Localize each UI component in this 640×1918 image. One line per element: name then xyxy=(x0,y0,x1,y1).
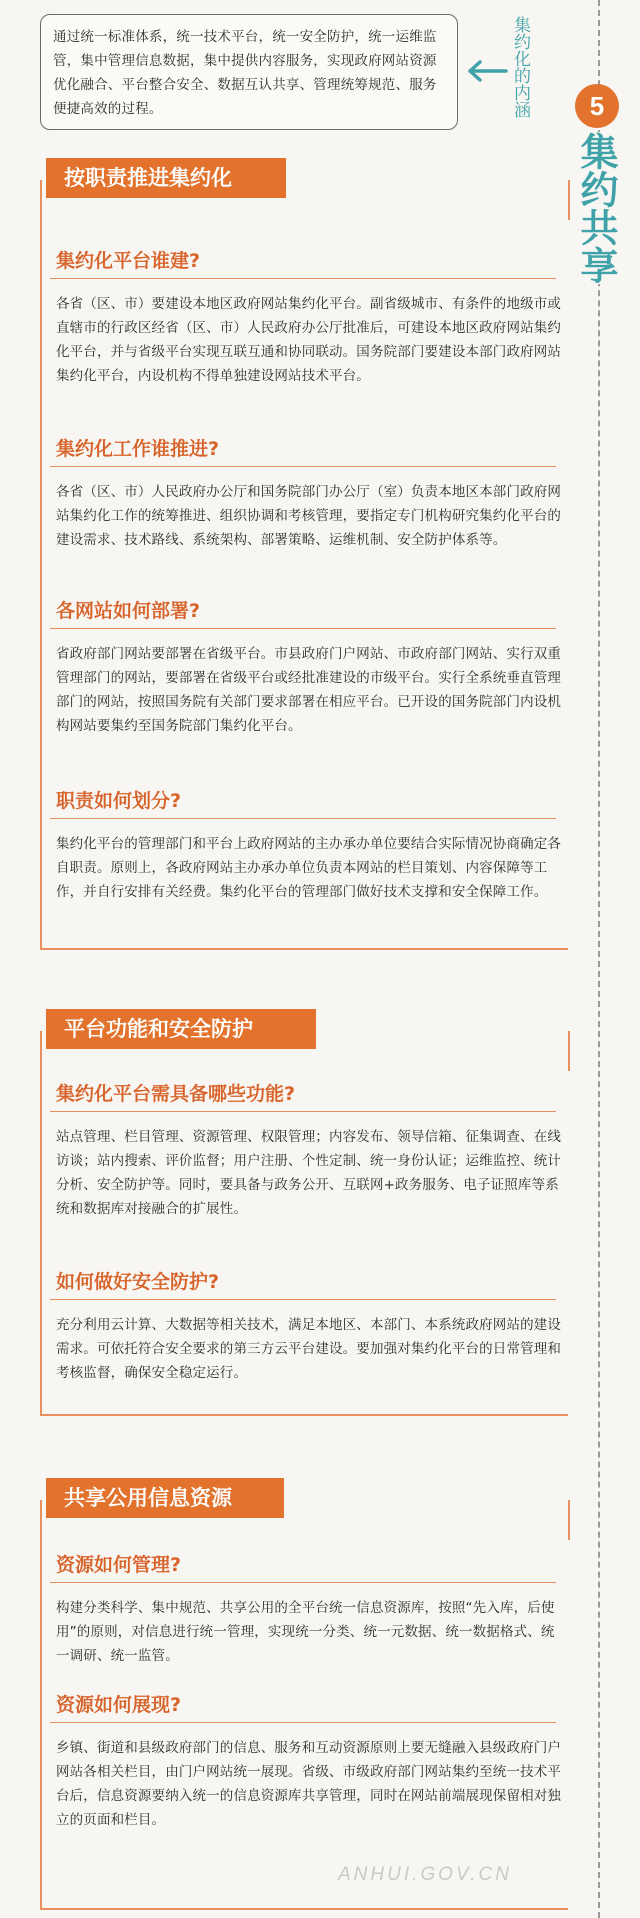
question-underline xyxy=(50,1722,556,1723)
question-underline xyxy=(50,1582,556,1583)
question-underline xyxy=(50,278,556,279)
answer-text: 充分利用云计算、大数据等相关技术，满足本地区、本部门、本系统政府网站的建设需求。可依托符合安全要求的第三方云平台建设。要加强对集约化平台的日常管理和考核监督，确保安全稳定运行。 xyxy=(56,1317,562,1381)
question-underline xyxy=(50,1111,556,1112)
chapter-title: 集约共享 xyxy=(574,132,618,284)
answer-text: 站点管理、栏目管理、资源管理、权限管理；内容发布、领导信箱、征集调查、在线访谈；站内搜索、评价监督；用户注册、个性定制、统一身份认证；运维监控、统计分析、安全防护等。同时，要具备与政务公开、互联网+政务服务、电子证照库等系统和数据库对接融合的扩展性。 xyxy=(56,1129,562,1217)
answer-text: 构建分类科学、集中规范、共享公用的全平台统一信息资源库，按照“先入库，后使用”的原则，对信息进行统一管理，实现统一分类、统一元数据、统一数据格式、统一调研、统一监管。 xyxy=(56,1600,555,1664)
answer-text: 各省（区、市）人民政府办公厅和国务院部门办公厅（室）负责本地区本部门政府网站集约化工作的统筹推进、组织协调和考核管理，要指定专门机构研究集约化平台的建设需求、技术路线、系统架构、部署策略、运维机制、安全防护体系等。 xyxy=(56,484,562,548)
section-title: 平台功能和安全防护 xyxy=(46,1009,316,1049)
answer-text: 各省（区、市）要建设本地区政府网站集约化平台。副省级城市、有条件的地级市或直辖市的行政区经省（区、市）人民政府办公厅批准后，可建设本地区政府网站集约化平台，并与省级平台实现互联互通和协同联动。国务院部门要建设本部门政府网站集约化平台，内设机构不得单独建设网站技术平台。 xyxy=(56,296,562,384)
chapter-number: 5 xyxy=(575,84,619,128)
question-title: 资源如何展现? xyxy=(56,1694,182,1716)
question-underline xyxy=(50,1299,556,1300)
answer-text: 集约化平台的管理部门和平台上政府网站的主办承办单位要结合实际情况协商确定各自职责。原则上，各政府网站主办承办单位负责本网站的栏目策划、内容保障等工作，并自行安排有关经费。集约化平台的管理部门做好技术支撑和安全保障工作。 xyxy=(56,836,562,900)
question-title: 资源如何管理? xyxy=(56,1554,182,1576)
question-title: 职责如何划分? xyxy=(56,790,182,812)
definition-box xyxy=(40,14,458,130)
definition-side-label: 集约化的内涵 xyxy=(510,16,530,118)
section-title: 按职责推进集约化 xyxy=(46,158,286,198)
question-title: 如何做好安全防护? xyxy=(56,1271,220,1293)
question-title: 集约化工作谁推进? xyxy=(56,438,220,460)
dashed-divider xyxy=(598,0,600,1918)
question-underline xyxy=(50,818,556,819)
question-underline xyxy=(50,466,556,467)
section-platform-security xyxy=(40,1017,568,1416)
question-title: 各网站如何部署? xyxy=(56,600,201,622)
section-title: 共享公用信息资源 xyxy=(46,1478,284,1518)
definition-text: 通过统一标准体系，统一技术平台，统一安全防护，统一运维监管，集中管理信息数据，集中提供内容服务，实现政府网站资源优化融合、平台整合安全、数据互认共享、管理统筹规范、服务便捷高效的过程。 xyxy=(53,29,437,117)
section-responsibility xyxy=(40,166,568,950)
arrow-left-icon xyxy=(466,60,510,82)
answer-text: 省政府部门网站要部署在省级平台。市县政府门户网站、市政府部门网站、实行双重管理部门的网站，要部署在省级平台或经批准建设的市级平台。实行全系统垂直管理部门的网站，按照国务院有关部门要求部署在相应平台。已开设的国务院部门内设机构网站要集约至国务院部门集约化平台。 xyxy=(56,646,562,734)
question-title: 集约化平台谁建? xyxy=(56,250,201,272)
answer-text: 乡镇、街道和县级政府部门的信息、服务和互动资源原则上要无缝融入县级政府门户网站各相关栏目，由门户网站统一展现。省级、市级政府部门网站集约至统一技术平台后，信息资源要纳入统一的信息资源库共享管理，同时在网站前端展现保留相对独立的页面和栏目。 xyxy=(56,1740,562,1828)
watermark: ANHUI.GOV.CN xyxy=(338,1864,512,1885)
question-title: 集约化平台需具备哪些功能? xyxy=(56,1083,296,1105)
section-shared-resources xyxy=(40,1486,568,1910)
question-underline xyxy=(50,628,556,629)
